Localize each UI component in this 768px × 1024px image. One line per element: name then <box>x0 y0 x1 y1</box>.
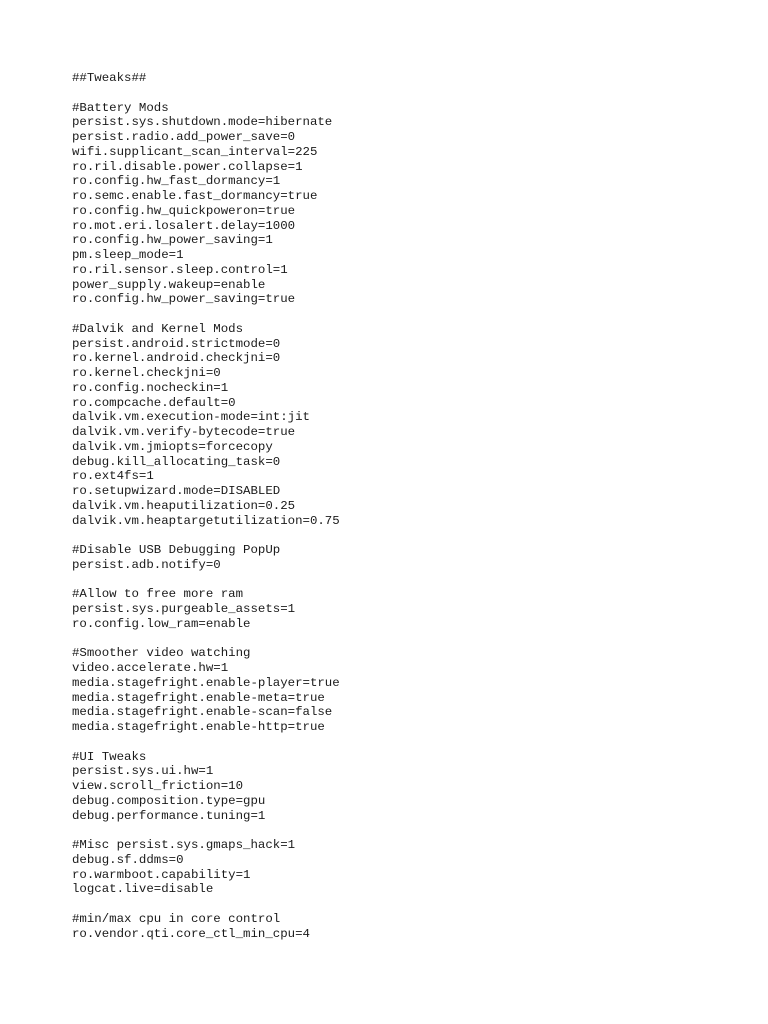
config-line: ro.ril.disable.power.collapse=1 <box>72 159 303 174</box>
config-section <box>72 101 752 308</box>
config-line: view.scroll_friction=10 <box>72 779 244 793</box>
config-line: ro.config.hw_power_saving=1 <box>72 233 273 248</box>
config-line: ro.config.hw_power_saving=true <box>72 292 296 307</box>
config-line: media.stagefright.enable-player=true <box>72 675 340 690</box>
config-line: persist.sys.purgeable_assets=1 <box>72 602 296 616</box>
config-line: ro.semc.enable.fast_dormancy=true <box>72 189 318 203</box>
config-line: debug.composition.type=gpu <box>72 793 266 808</box>
config-line: video.accelerate.hw=1 <box>72 661 229 675</box>
config-line: logcat.live=disable <box>72 882 214 897</box>
config-section <box>72 912 752 942</box>
config-section <box>72 646 752 735</box>
config-section <box>72 587 752 631</box>
section-heading: #Allow to free more ram <box>72 587 244 602</box>
config-line: wifi.supplicant_scan_interval=225 <box>72 144 318 159</box>
section-heading: #min/max cpu in core control <box>72 911 281 926</box>
section-heading: #UI Tweaks <box>72 749 147 764</box>
section-heading: #Dalvik and Kernel Mods <box>72 321 244 336</box>
config-line: ro.mot.eri.losalert.delay=1000 <box>72 218 296 233</box>
config-line: ro.config.hw_quickpoweron=true <box>72 203 296 218</box>
config-line: ro.ril.sensor.sleep.control=1 <box>72 262 288 277</box>
config-line: persist.radio.add_power_save=0 <box>72 130 296 144</box>
config-section <box>72 750 752 824</box>
sections-container <box>72 101 752 942</box>
document-title-block <box>72 71 752 86</box>
config-line: ro.setupwizard.mode=DISABLED <box>72 484 281 498</box>
config-line: ro.config.nocheckin=1 <box>72 380 229 395</box>
config-line: ro.ext4fs=1 <box>72 469 154 484</box>
document-text <box>72 71 752 941</box>
config-line: dalvik.vm.jmiopts=forcecopy <box>72 439 273 454</box>
section-heading: #Misc persist.sys.gmaps_hack=1 <box>72 838 296 852</box>
config-line: persist.adb.notify=0 <box>72 557 221 572</box>
config-line: debug.sf.ddms=0 <box>72 852 184 867</box>
config-line: ro.vendor.qti.core_ctl_min_cpu=4 <box>72 926 310 941</box>
config-line: dalvik.vm.execution-mode=int:jit <box>72 410 310 425</box>
config-line: persist.sys.ui.hw=1 <box>72 764 214 779</box>
config-line: media.stagefright.enable-meta=true <box>72 690 325 705</box>
config-section <box>72 838 752 897</box>
config-line: ro.config.hw_fast_dormancy=1 <box>72 174 281 189</box>
config-line: debug.performance.tuning=1 <box>72 808 266 823</box>
document-title: ##Tweaks## <box>72 71 147 85</box>
config-line: ro.compcache.default=0 <box>72 395 236 410</box>
config-section <box>72 543 752 573</box>
config-line: persist.android.strictmode=0 <box>72 336 281 351</box>
config-line: media.stagefright.enable-http=true <box>72 720 325 734</box>
section-heading: #Battery Mods <box>72 100 169 115</box>
config-line: media.stagefright.enable-scan=false <box>72 705 333 720</box>
config-section <box>72 322 752 529</box>
config-line: ro.kernel.checkjni=0 <box>72 366 221 380</box>
config-line: pm.sleep_mode=1 <box>72 248 184 262</box>
config-line: persist.sys.shutdown.mode=hibernate <box>72 115 333 130</box>
config-line: debug.kill_allocating_task=0 <box>72 454 281 469</box>
section-heading: #Smoother video watching <box>72 646 251 661</box>
config-line: ro.warmboot.capability=1 <box>72 867 251 882</box>
config-line: ro.kernel.android.checkjni=0 <box>72 351 281 366</box>
config-line: ro.config.low_ram=enable <box>72 616 251 631</box>
config-line: dalvik.vm.heaptargetutilization=0.75 <box>72 513 340 528</box>
config-line: dalvik.vm.heaputilization=0.25 <box>72 498 296 513</box>
config-line: dalvik.vm.verify-bytecode=true <box>72 425 296 439</box>
config-line: power_supply.wakeup=enable <box>72 277 266 292</box>
section-heading: #Disable USB Debugging PopUp <box>72 543 281 557</box>
